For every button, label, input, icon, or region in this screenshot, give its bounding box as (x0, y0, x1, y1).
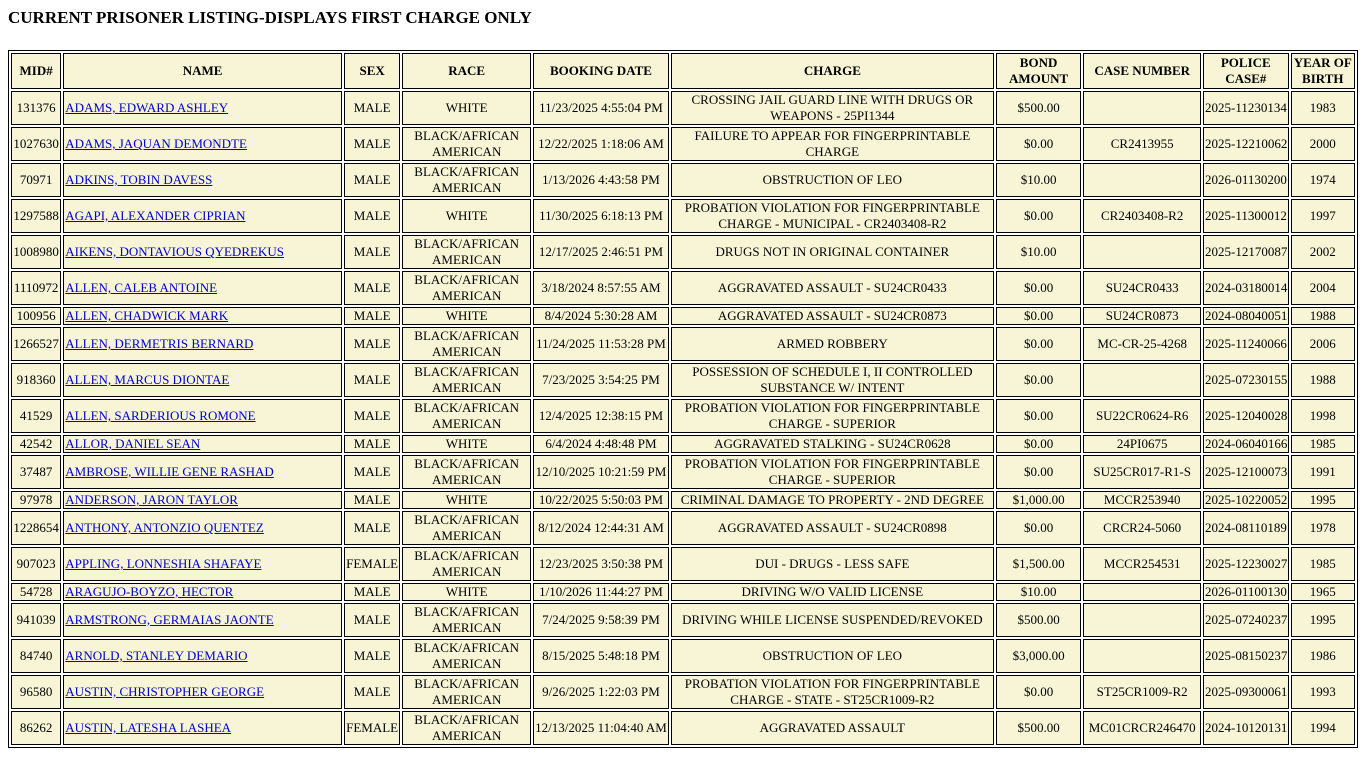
cell-charge: DRIVING WHILE LICENSE SUSPENDED/REVOKED (671, 603, 994, 637)
cell-police-case: 2024-03180014 (1203, 271, 1289, 305)
table-row (11, 91, 1355, 125)
cell-year-of-birth: 1988 (1291, 363, 1355, 397)
cell-sex: MALE (344, 271, 400, 305)
cell-police-case: 2024-10120131 (1203, 711, 1289, 745)
prisoner-name-link[interactable]: ALLEN, CHADWICK MARK (65, 308, 229, 323)
cell-name (63, 91, 342, 125)
cell-name (63, 511, 342, 545)
prisoner-name-link[interactable]: ALLOR, DANIEL SEAN (65, 436, 201, 451)
cell-name (63, 675, 342, 709)
cell-case-number (1083, 235, 1201, 269)
header-charge: CHARGE (671, 53, 994, 89)
table-row (11, 127, 1355, 161)
cell-booking-date: 12/22/2025 1:18:06 AM (533, 127, 669, 161)
header-police-case: POLICE CASE# (1203, 53, 1289, 89)
cell-mid: 131376 (11, 91, 61, 125)
cell-mid: 54728 (11, 583, 61, 601)
cell-name (63, 163, 342, 197)
cell-mid: 1110972 (11, 271, 61, 305)
cell-name (63, 271, 342, 305)
cell-race: BLACK/AFRICAN AMERICAN (402, 603, 531, 637)
cell-charge: AGGRAVATED ASSAULT - SU24CR0433 (671, 271, 994, 305)
cell-charge: DRIVING W/O VALID LICENSE (671, 583, 994, 601)
cell-booking-date: 11/24/2025 11:53:28 PM (533, 327, 669, 361)
cell-case-number: CR2403408-R2 (1083, 199, 1201, 233)
cell-mid: 100956 (11, 307, 61, 325)
cell-race: BLACK/AFRICAN AMERICAN (402, 399, 531, 433)
cell-race: BLACK/AFRICAN AMERICAN (402, 511, 531, 545)
cell-case-number: MCCR254531 (1083, 547, 1201, 581)
cell-case-number: MCCR253940 (1083, 491, 1201, 509)
cell-race: WHITE (402, 307, 531, 325)
cell-charge: CROSSING JAIL GUARD LINE WITH DRUGS OR WEAPONS - 25PI1344 (671, 91, 994, 125)
cell-mid: 1266527 (11, 327, 61, 361)
table-row (11, 603, 1355, 637)
cell-year-of-birth: 1995 (1291, 491, 1355, 509)
cell-case-number: CRCR24-5060 (1083, 511, 1201, 545)
cell-year-of-birth: 1993 (1291, 675, 1355, 709)
cell-sex: MALE (344, 199, 400, 233)
cell-name (63, 127, 342, 161)
cell-bond-amount: $0.00 (996, 399, 1082, 433)
cell-booking-date: 11/23/2025 4:55:04 PM (533, 91, 669, 125)
prisoner-name-link[interactable]: ANDERSON, JARON TAYLOR (65, 492, 238, 507)
cell-name (63, 491, 342, 509)
header-mid: MID# (11, 53, 61, 89)
cell-sex: MALE (344, 327, 400, 361)
cell-mid: 97978 (11, 491, 61, 509)
cell-bond-amount: $0.00 (996, 363, 1082, 397)
cell-race: BLACK/AFRICAN AMERICAN (402, 327, 531, 361)
cell-mid: 1027630 (11, 127, 61, 161)
cell-police-case: 2026-01130200 (1203, 163, 1289, 197)
cell-sex: MALE (344, 583, 400, 601)
cell-race: WHITE (402, 435, 531, 453)
cell-police-case: 2025-10220052 (1205, 492, 1288, 507)
cell-case-number: SU22CR0624-R6 (1083, 399, 1201, 433)
cell-mid: 1008980 (11, 235, 61, 269)
cell-police-case: 2025-11240066 (1203, 327, 1289, 361)
cell-police-case: 2025-12100073 (1203, 455, 1289, 489)
cell-name (63, 711, 342, 745)
prisoner-name-link[interactable]: AIKENS, DONTAVIOUS QYEDREKUS (65, 244, 284, 259)
cell-name (63, 603, 342, 637)
cell-booking-date: 10/22/2025 5:50:03 PM (533, 491, 669, 509)
cell-race: WHITE (402, 583, 531, 601)
cell-bond-amount: $0.00 (996, 127, 1082, 161)
cell-booking-date: 8/15/2025 5:48:18 PM (533, 639, 669, 673)
cell-year-of-birth: 1998 (1291, 399, 1355, 433)
prisoner-table-container (8, 50, 1358, 748)
cell-name (63, 199, 342, 233)
cell-sex: MALE (344, 127, 400, 161)
cell-booking-date: 11/30/2025 6:18:13 PM (533, 199, 669, 233)
cell-bond-amount: $0.00 (996, 511, 1082, 545)
table-row (11, 547, 1355, 581)
cell-booking-date: 3/18/2024 8:57:55 AM (533, 271, 669, 305)
header-sex: SEX (344, 53, 400, 89)
cell-bond-amount: $1,000.00 (996, 491, 1082, 509)
cell-mid: 37487 (11, 455, 61, 489)
cell-charge: PROBATION VIOLATION FOR FINGERPRINTABLE CHARGE - SUPERIOR (671, 399, 994, 433)
cell-booking-date: 12/13/2025 11:04:40 AM (533, 711, 669, 745)
cell-police-case: 2024-08040051 (1205, 308, 1288, 323)
cell-name (63, 307, 342, 325)
cell-name (63, 235, 342, 269)
cell-booking-date: 1/10/2026 11:44:27 PM (533, 583, 669, 601)
cell-charge: OBSTRUCTION OF LEO (671, 163, 994, 197)
table-row (11, 163, 1355, 197)
cell-police-case: 2026-01100130 (1205, 584, 1287, 599)
cell-booking-date: 8/4/2024 5:30:28 AM (533, 307, 669, 325)
cell-mid: 42542 (11, 435, 61, 453)
cell-mid: 907023 (11, 547, 61, 581)
cell-year-of-birth: 1994 (1291, 711, 1355, 745)
cell-mid: 84740 (11, 639, 61, 673)
table-row (11, 235, 1355, 269)
cell-booking-date: 8/12/2024 12:44:31 AM (533, 511, 669, 545)
prisoner-table (8, 50, 1358, 748)
cell-charge: PROBATION VIOLATION FOR FINGERPRINTABLE CHARGE - STATE - ST25CR1009-R2 (671, 675, 994, 709)
cell-case-number (1083, 163, 1201, 197)
cell-police-case: 2025-08150237 (1203, 639, 1289, 673)
cell-sex: MALE (344, 163, 400, 197)
cell-name (63, 327, 342, 361)
cell-charge: PROBATION VIOLATION FOR FINGERPRINTABLE CHARGE - MUNICIPAL - CR2403408-R2 (671, 199, 994, 233)
cell-name (63, 399, 342, 433)
cell-police-case: 2025-09300061 (1203, 675, 1289, 709)
cell-sex: MALE (344, 603, 400, 637)
cell-year-of-birth: 1974 (1291, 163, 1355, 197)
cell-year-of-birth: 1986 (1291, 639, 1355, 673)
cell-name (63, 583, 342, 601)
cell-charge: FAILURE TO APPEAR FOR FINGERPRINTABLE CHARGE (671, 127, 994, 161)
header-race: RACE (402, 53, 531, 89)
cell-race: WHITE (402, 491, 531, 509)
cell-year-of-birth: 2006 (1291, 327, 1355, 361)
cell-mid: 86262 (11, 711, 61, 745)
cell-case-number: 24PI0675 (1083, 435, 1201, 453)
header-bond-amount: BOND AMOUNT (996, 53, 1082, 89)
cell-year-of-birth: 1985 (1291, 435, 1355, 453)
cell-booking-date: 6/4/2024 4:48:48 PM (533, 435, 669, 453)
table-row (11, 399, 1355, 433)
cell-case-number: SU24CR0873 (1083, 307, 1201, 325)
cell-bond-amount: $0.00 (996, 327, 1082, 361)
cell-sex: MALE (344, 235, 400, 269)
cell-case-number: MC01CRCR246470 (1083, 711, 1201, 745)
table-header-row (11, 53, 1355, 89)
cell-name (63, 363, 342, 397)
header-booking-date: BOOKING DATE (533, 53, 669, 89)
table-row (11, 675, 1355, 709)
cell-sex: MALE (344, 639, 400, 673)
table-row (11, 327, 1355, 361)
cell-sex: MALE (344, 511, 400, 545)
cell-bond-amount: $10.00 (996, 583, 1082, 601)
prisoner-name-link[interactable]: ANTHONY, ANTONZIO QUENTEZ (65, 520, 264, 535)
cell-charge: DRUGS NOT IN ORIGINAL CONTAINER (671, 235, 994, 269)
cell-charge: AGGRAVATED ASSAULT - SU24CR0898 (671, 511, 994, 545)
cell-sex: MALE (344, 363, 400, 397)
cell-bond-amount: $1,500.00 (996, 547, 1082, 581)
cell-sex: MALE (344, 455, 400, 489)
cell-bond-amount: $10.00 (996, 235, 1082, 269)
cell-charge: ARMED ROBBERY (671, 327, 994, 361)
cell-sex: MALE (344, 675, 400, 709)
cell-booking-date: 12/23/2025 3:50:38 PM (533, 547, 669, 581)
cell-police-case: 2025-12040028 (1203, 399, 1289, 433)
prisoner-name-link[interactable]: ARAGUJO-BOYZO, HECTOR (65, 584, 234, 599)
cell-mid: 70971 (11, 163, 61, 197)
table-row (11, 511, 1355, 545)
table-row (11, 199, 1355, 233)
cell-race: BLACK/AFRICAN AMERICAN (402, 675, 531, 709)
cell-mid: 1297588 (11, 199, 61, 233)
cell-bond-amount: $0.00 (996, 675, 1082, 709)
table-row (11, 639, 1355, 673)
cell-case-number (1083, 363, 1201, 397)
cell-year-of-birth: 1985 (1291, 547, 1355, 581)
cell-police-case: 2025-12230027 (1203, 547, 1289, 581)
cell-race: BLACK/AFRICAN AMERICAN (402, 455, 531, 489)
cell-mid: 1228654 (11, 511, 61, 545)
cell-charge: AGGRAVATED ASSAULT (671, 711, 994, 745)
cell-year-of-birth: 1988 (1291, 307, 1355, 325)
cell-year-of-birth: 2004 (1291, 271, 1355, 305)
cell-bond-amount: $0.00 (996, 271, 1082, 305)
prisoner-name-link[interactable]: ALLEN, SARDERIOUS ROMONE (65, 408, 256, 423)
cell-bond-amount: $10.00 (996, 163, 1082, 197)
cell-mid: 96580 (11, 675, 61, 709)
cell-police-case: 2025-11230134 (1203, 91, 1289, 125)
prisoner-name-link[interactable]: APPLING, LONNESHIA SHAFAYE (65, 556, 262, 571)
cell-bond-amount: $0.00 (996, 455, 1082, 489)
table-row (11, 455, 1355, 489)
cell-year-of-birth: 1978 (1291, 511, 1355, 545)
table-row (11, 435, 1355, 453)
cell-charge: CRIMINAL DAMAGE TO PROPERTY - 2ND DEGREE (671, 491, 994, 509)
prisoner-name-link[interactable]: ARMSTRONG, GERMAIAS JAONTE (65, 612, 274, 627)
table-row (11, 307, 1355, 325)
table-row (11, 583, 1355, 601)
cell-sex: MALE (344, 491, 400, 509)
cell-name (63, 639, 342, 673)
table-row (11, 491, 1355, 509)
cell-mid: 918360 (11, 363, 61, 397)
cell-booking-date: 12/10/2025 10:21:59 PM (533, 455, 669, 489)
cell-race: BLACK/AFRICAN AMERICAN (402, 363, 531, 397)
cell-police-case: 2025-11300012 (1203, 199, 1289, 233)
prisoner-name-link[interactable]: AMBROSE, WILLIE GENE RASHAD (65, 464, 274, 479)
header-case-number: CASE NUMBER (1083, 53, 1201, 89)
cell-mid: 941039 (11, 603, 61, 637)
table-row (11, 711, 1355, 745)
cell-case-number: MC-CR-25-4268 (1083, 327, 1201, 361)
cell-charge: POSSESSION OF SCHEDULE I, II CONTROLLED SUBSTANCE W/ INTENT (671, 363, 994, 397)
cell-year-of-birth: 2002 (1291, 235, 1355, 269)
cell-sex: MALE (344, 435, 400, 453)
cell-booking-date: 12/17/2025 2:46:51 PM (533, 235, 669, 269)
cell-year-of-birth: 2000 (1291, 127, 1355, 161)
cell-bond-amount: $500.00 (996, 603, 1082, 637)
cell-bond-amount: $500.00 (996, 711, 1082, 745)
prisoner-name-link[interactable]: ADKINS, TOBIN DAVESS (65, 172, 213, 187)
cell-race: BLACK/AFRICAN AMERICAN (402, 711, 531, 745)
cell-year-of-birth: 1965 (1291, 583, 1355, 601)
cell-year-of-birth: 1997 (1291, 199, 1355, 233)
prisoner-name-link[interactable]: AUSTIN, LATESHA LASHEA (65, 720, 232, 735)
cell-booking-date: 12/4/2025 12:38:15 PM (533, 399, 669, 433)
cell-race: WHITE (402, 91, 531, 125)
prisoner-name-link[interactable]: AUSTIN, CHRISTOPHER GEORGE (65, 684, 265, 699)
cell-police-case: 2025-07230155 (1203, 363, 1289, 397)
cell-case-number: SU25CR017-R1-S (1083, 455, 1201, 489)
cell-race: BLACK/AFRICAN AMERICAN (402, 127, 531, 161)
cell-sex: MALE (344, 399, 400, 433)
cell-race: BLACK/AFRICAN AMERICAN (402, 547, 531, 581)
cell-booking-date: 9/26/2025 1:22:03 PM (533, 675, 669, 709)
cell-bond-amount: $0.00 (996, 435, 1082, 453)
header-year-of-birth: YEAR OF BIRTH (1291, 53, 1355, 89)
cell-bond-amount: $0.00 (996, 307, 1082, 325)
cell-case-number (1083, 583, 1201, 601)
cell-bond-amount: $3,000.00 (996, 639, 1082, 673)
cell-case-number (1083, 91, 1201, 125)
cell-charge: DUI - DRUGS - LESS SAFE (671, 547, 994, 581)
cell-charge: AGGRAVATED ASSAULT - SU24CR0873 (671, 307, 994, 325)
cell-police-case: 2024-08110189 (1203, 511, 1289, 545)
cell-sex: MALE (344, 307, 400, 325)
prisoner-name-link[interactable]: ALLEN, MARCUS DIONTAE (65, 372, 230, 387)
cell-case-number (1083, 639, 1201, 673)
cell-sex: MALE (344, 91, 400, 125)
cell-mid: 41529 (11, 399, 61, 433)
prisoner-name-link[interactable]: ADAMS, JAQUAN DEMONDTE (65, 136, 247, 151)
cell-race: BLACK/AFRICAN AMERICAN (402, 271, 531, 305)
cell-sex: FEMALE (344, 547, 400, 581)
cell-case-number (1083, 603, 1201, 637)
cell-booking-date: 7/23/2025 3:54:25 PM (533, 363, 669, 397)
cell-police-case: 2025-12170087 (1203, 235, 1289, 269)
cell-name (63, 435, 342, 453)
cell-year-of-birth: 1991 (1291, 455, 1355, 489)
table-row (11, 363, 1355, 397)
cell-case-number: SU24CR0433 (1083, 271, 1201, 305)
cell-case-number: CR2413955 (1083, 127, 1201, 161)
prisoner-name-link[interactable]: AGAPI, ALEXANDER CIPRIAN (65, 208, 246, 223)
cell-race: BLACK/AFRICAN AMERICAN (402, 639, 531, 673)
cell-charge: PROBATION VIOLATION FOR FINGERPRINTABLE CHARGE - SUPERIOR (671, 455, 994, 489)
cell-race: WHITE (402, 199, 531, 233)
cell-booking-date: 7/24/2025 9:58:39 PM (533, 603, 669, 637)
cell-charge: OBSTRUCTION OF LEO (671, 639, 994, 673)
prisoner-name-link[interactable]: ARNOLD, STANLEY DEMARIO (65, 648, 248, 663)
cell-year-of-birth: 1995 (1291, 603, 1355, 637)
table-body (11, 91, 1355, 745)
cell-booking-date: 1/13/2026 4:43:58 PM (533, 163, 669, 197)
cell-race: BLACK/AFRICAN AMERICAN (402, 235, 531, 269)
cell-race: BLACK/AFRICAN AMERICAN (402, 163, 531, 197)
cell-charge: AGGRAVATED STALKING - SU24CR0628 (671, 435, 994, 453)
cell-police-case: 2024-06040166 (1205, 436, 1288, 451)
prisoner-name-link[interactable]: ALLEN, CALEB ANTOINE (65, 280, 218, 295)
cell-bond-amount: $0.00 (996, 199, 1082, 233)
cell-name (63, 547, 342, 581)
prisoner-name-link[interactable]: ADAMS, EDWARD ASHLEY (65, 100, 229, 115)
page-title: CURRENT PRISONER LISTING-DISPLAYS FIRST CHARGE ONLY (8, 8, 532, 27)
header-name: NAME (63, 53, 342, 89)
cell-name (63, 455, 342, 489)
cell-sex: FEMALE (344, 711, 400, 745)
cell-case-number: ST25CR1009-R2 (1083, 675, 1201, 709)
table-row (11, 271, 1355, 305)
prisoner-name-link[interactable]: ALLEN, DERMETRIS BERNARD (65, 336, 254, 351)
cell-bond-amount: $500.00 (996, 91, 1082, 125)
cell-police-case: 2025-12210062 (1203, 127, 1289, 161)
cell-police-case: 2025-07240237 (1203, 603, 1289, 637)
cell-year-of-birth: 1983 (1291, 91, 1355, 125)
